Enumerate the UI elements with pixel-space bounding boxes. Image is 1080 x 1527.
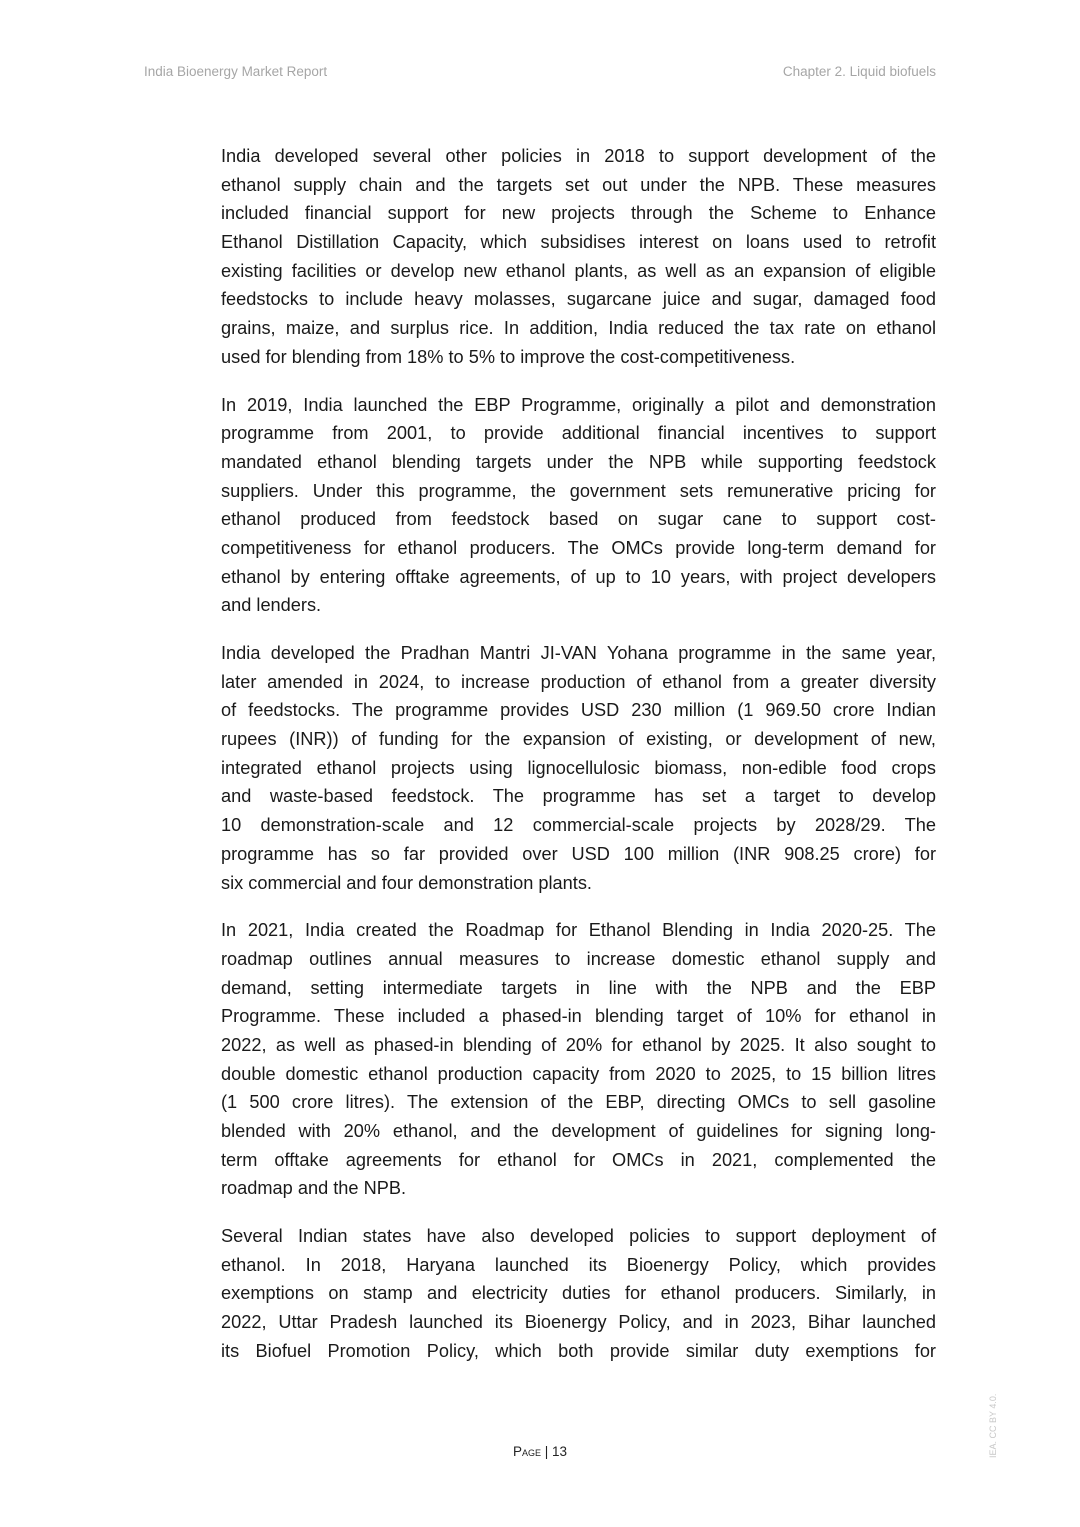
text-line: demand, setting intermediate targets in line with the NPB and the EBP [221,977,936,998]
text-line: ethanol produced from feedstock based on sugar cane to support cost- [221,509,936,530]
page-footer [0,1444,1080,1459]
text-line: used for blending from 18% to 5% to improve the cost-competitiveness. [221,346,796,367]
text-line: 2022, Uttar Pradesh launched its Bioenergy Policy, and in 2023, Bihar launched [221,1312,936,1333]
text-line: mandated ethanol blending targets under the NPB while supporting feedstock [221,451,936,472]
body-text [221,142,936,1385]
text-line: ethanol. In 2018, Haryana launched its Bioenergy Policy, which provides [221,1254,936,1275]
text-line: and lenders. [221,595,322,616]
text-line: later amended in 2024, to increase production of ethanol from a greater diversity [221,671,936,692]
text-line: programme from 2001, to provide additional financial incentives to support [221,423,936,444]
text-line: roadmap and the NPB. [221,1178,407,1199]
text-line: double domestic ethanol production capacity from 2020 to 2025, to 15 billion litres [221,1063,936,1084]
paragraph [221,1222,936,1365]
license-watermark: IEA. CC BY 4.0. [988,1393,998,1458]
text-line: 2022, as well as phased-in blending of 20% for ethanol by 2025. It also sought to [221,1034,936,1055]
text-line: exemptions on stamp and electricity duties for ethanol producers. Similarly, in [221,1283,936,1304]
text-line: ethanol supply chain and the targets set out under the NPB. These measures [221,174,936,195]
text-line: India developed the Pradhan Mantri JI-VAN Yohana programme in the same year, [221,643,936,663]
text-line: existing facilities or develop new ethanol plants, as well as an expansion of eligible [221,260,936,281]
text-line: competitiveness for ethanol producers. The OMCs provide long-term demand for [221,537,936,558]
text-line: Ethanol Distillation Capacity, which subsidises interest on loans used to retrofit [221,232,936,253]
text-line: rupees (INR)) of funding for the expansion of existing, or development of new, [221,729,936,750]
text-line: ethanol by entering offtake agreements, of up to 10 years, with project developers [221,566,936,587]
text-line: roadmap outlines annual measures to increase domestic ethanol supply and [221,948,936,969]
text-line: included financial support for new projects through the Scheme to Enhance [221,203,936,224]
text-line: suppliers. Under this programme, the government sets remunerative pricing for [221,480,936,501]
paragraph [221,142,936,372]
text-line: Several Indian states have also developed policies to support deployment of [221,1226,936,1247]
paragraph [221,916,936,1203]
text-line: India developed several other policies in 2018 to support development of the [221,146,936,166]
text-line: In 2021, India created the Roadmap for Ethanol Blending in India 2020-25. The [221,920,936,941]
text-line: programme has so far provided over USD 100 million (INR 908.25 crore) for [221,843,936,864]
text-line: (1 500 crore litres). The extension of the EBP, directing OMCs to sell gasoline [221,1092,936,1113]
text-line: of feedstocks. The programme provides USD 230 million (1 969.50 crore Indian [221,700,936,721]
text-line: In 2019, India launched the EBP Programme, originally a pilot and demonstration [221,394,936,415]
page-separator: | [544,1444,549,1459]
page-label: Page [512,1444,541,1459]
text-line: grains, maize, and surplus rice. In addition, India reduced the tax rate on ethanol [221,318,936,339]
text-line: blended with 20% ethanol, and the development of guidelines for signing long- [221,1121,936,1141]
text-line: six commercial and four demonstration plants. [221,872,592,893]
text-line: Programme. These included a phased-in blending target of 10% for ethanol in [221,1006,936,1027]
text-line: term offtake agreements for ethanol for OMCs in 2021, complemented the [221,1149,936,1170]
paragraph [221,639,936,897]
running-header-chapter: Chapter 2. Liquid biofuels [782,64,936,79]
paragraph [221,391,936,621]
page-number: 13 [552,1444,568,1459]
text-line: 10 demonstration-scale and 12 commercial-scale projects by 2028/29. The [221,815,936,836]
text-line: integrated ethanol projects using lignocellulosic biomass, non-edible food crops [221,757,936,778]
text-line: its Biofuel Promotion Policy, which both provide similar duty exemptions for [221,1340,936,1361]
text-line: feedstocks to include heavy molasses, sugarcane juice and sugar, damaged food [221,289,936,310]
text-line: and waste-based feedstock. The programme has set a target to develop [221,786,936,807]
running-header-title: India Bioenergy Market Report [144,64,328,79]
